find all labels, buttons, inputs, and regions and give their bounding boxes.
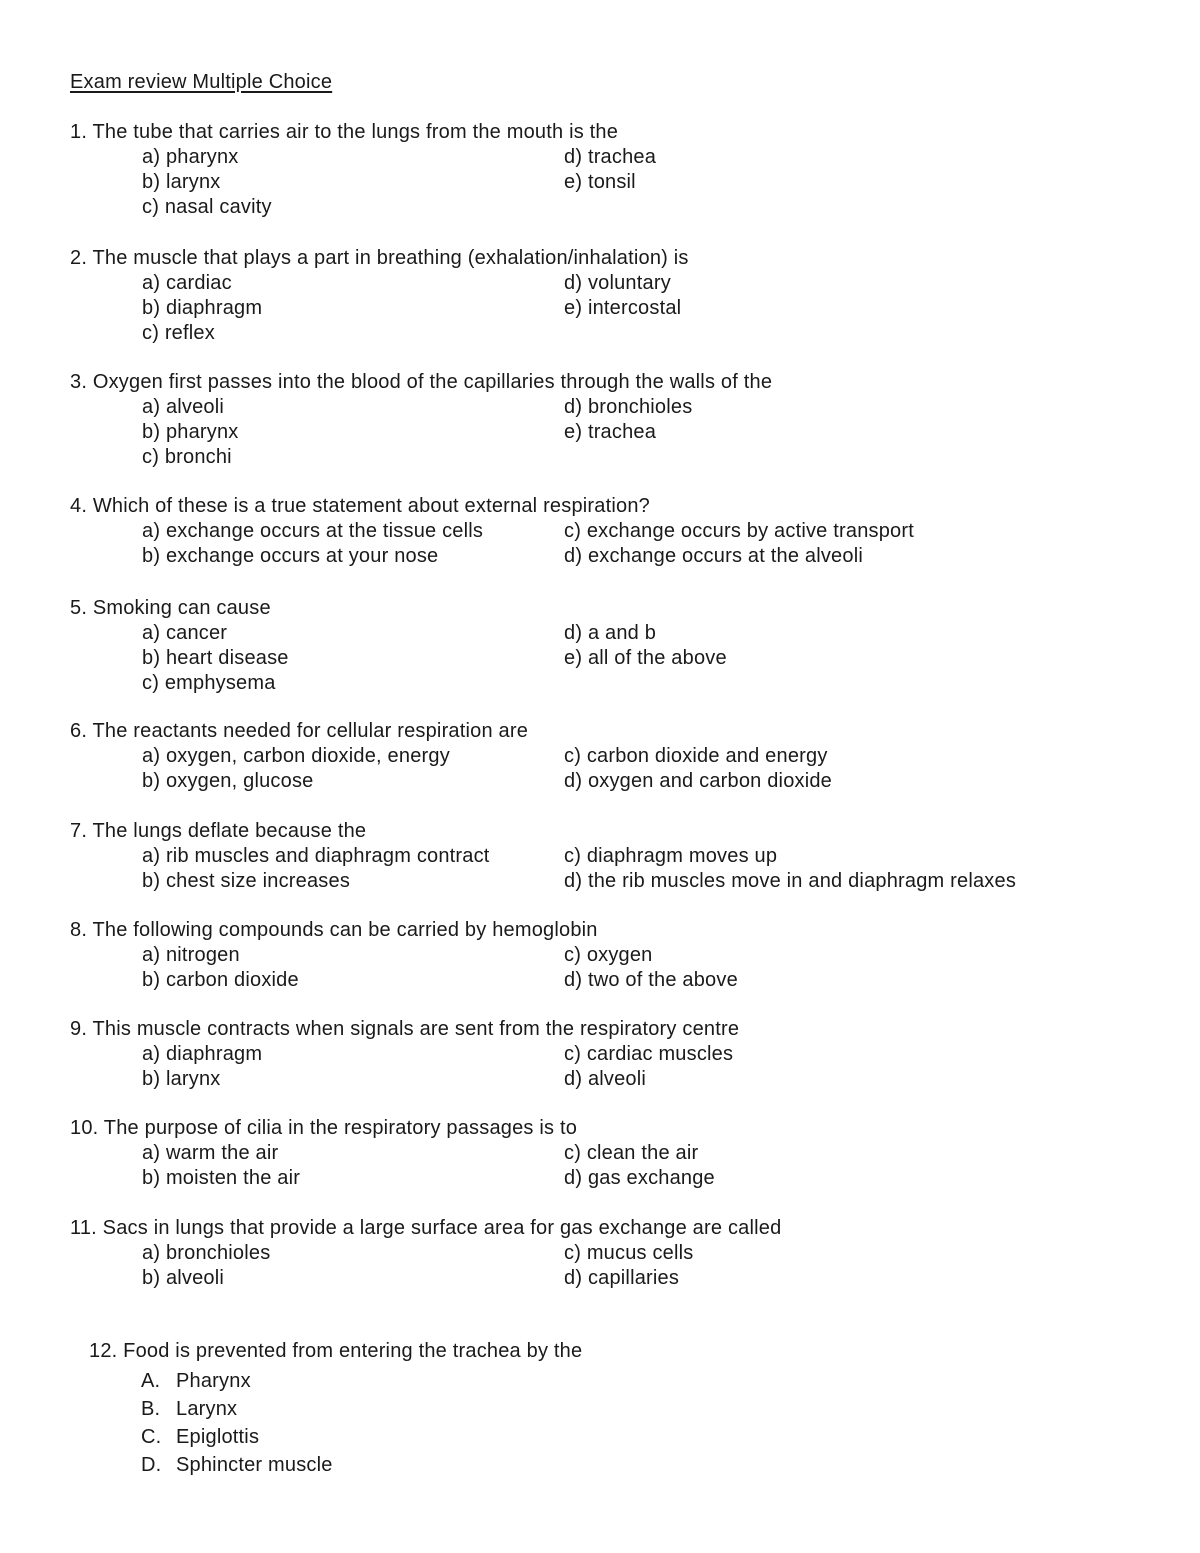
option-c: c) carbon dioxide and energy [564,745,828,767]
question-stem: 11. Sacs in lungs that provide a large surface area for gas exchange are called [70,1217,782,1239]
question-4 [70,494,1170,569]
question-stem: 1. The tube that carries air to the lungs from the mouth is the [70,121,619,143]
option-a: a) diaphragm [142,1043,263,1065]
question-stem: 10. The purpose of cilia in the respiratory passages is to [70,1117,578,1139]
option-a: a) nitrogen [142,944,240,966]
option-b: b) chest size increases [142,870,351,892]
option-c [141,1423,259,1451]
option-text: Epiglottis [176,1426,260,1448]
option-a: a) cancer [142,622,228,644]
option-b [141,1395,237,1423]
question-stem: 2. The muscle that plays a part in breathing (exhalation/inhalation) is [70,247,689,269]
answer-options [70,744,1170,794]
option-c: c) oxygen [564,944,653,966]
answer-options [70,1042,1170,1092]
option-a: a) alveoli [142,396,225,418]
option-c: c) nasal cavity [142,196,272,218]
question-8 [70,918,1170,993]
option-a: a) pharynx [142,146,239,168]
option-letter: B. [141,1398,161,1420]
option-c: c) reflex [142,322,215,344]
option-a: a) cardiac [142,272,232,294]
option-b: b) larynx [142,1068,221,1090]
option-d: d) bronchioles [564,396,693,418]
option-a [141,1367,251,1395]
question-5 [70,596,1170,696]
option-b: b) heart disease [142,647,289,669]
option-letter: D. [141,1454,162,1476]
option-d [141,1451,333,1479]
option-a: a) oxygen, carbon dioxide, energy [142,745,450,767]
answer-options [70,621,1170,696]
option-b: b) larynx [142,171,221,193]
option-b: b) alveoli [142,1267,225,1289]
option-d: d) voluntary [564,272,671,294]
answer-options [89,1364,1089,1479]
option-d: d) the rib muscles move in and diaphragm relaxes [564,870,1017,892]
answer-options [70,1241,1170,1291]
answer-options [70,271,1170,346]
option-b: b) carbon dioxide [142,969,299,991]
option-text: Pharynx [176,1370,251,1392]
question-6 [70,719,1170,794]
question-10 [70,1116,1170,1191]
option-e: e) intercostal [564,297,682,319]
question-stem: 12. Food is prevented from entering the trachea by the [89,1340,583,1362]
answer-options [70,145,1170,220]
option-d: d) a and b [564,622,657,644]
option-text: Sphincter muscle [176,1454,333,1476]
question-3 [70,370,1170,470]
option-a: a) warm the air [142,1142,279,1164]
option-d: d) two of the above [564,969,738,991]
option-d: d) gas exchange [564,1167,715,1189]
answer-options [70,1141,1170,1191]
question-stem: 7. The lungs deflate because the [70,820,367,842]
option-letter: A. [141,1370,161,1392]
option-d: d) oxygen and carbon dioxide [564,770,833,792]
option-c: c) clean the air [564,1142,699,1164]
question-12 [89,1339,1089,1479]
answer-options [70,943,1170,993]
answer-options [70,395,1170,470]
option-d: d) capillaries [564,1267,680,1289]
option-c: c) emphysema [142,672,276,694]
option-c: c) bronchi [142,446,232,468]
option-d: d) alveoli [564,1068,647,1090]
question-stem: 8. The following compounds can be carried by hemoglobin [70,919,598,941]
option-c: c) exchange occurs by active transport [564,520,914,542]
option-b: b) pharynx [142,421,239,443]
question-11 [70,1216,1170,1291]
question-stem: 9. This muscle contracts when signals are sent from the respiratory centre [70,1018,740,1040]
option-c: c) cardiac muscles [564,1043,734,1065]
page-title: Exam review Multiple Choice [70,71,333,93]
option-a: a) bronchioles [142,1242,271,1264]
option-a: a) exchange occurs at the tissue cells [142,520,484,542]
option-letter: C. [141,1426,162,1448]
option-d: d) trachea [564,146,657,168]
question-stem: 5. Smoking can cause [70,597,271,619]
option-d: d) exchange occurs at the alveoli [564,545,863,567]
option-a: a) rib muscles and diaphragm contract [142,845,490,867]
option-b: b) oxygen, glucose [142,770,314,792]
option-b: b) diaphragm [142,297,263,319]
question-stem: 3. Oxygen first passes into the blood of the capillaries through the walls of the [70,371,773,393]
option-e: e) all of the above [564,647,727,669]
option-e: e) trachea [564,421,657,443]
option-b: b) moisten the air [142,1167,301,1189]
option-b: b) exchange occurs at your nose [142,545,439,567]
question-stem: 4. Which of these is a true statement about external respiration? [70,495,650,517]
option-e: e) tonsil [564,171,636,193]
question-1 [70,120,1170,220]
answer-options [70,519,1170,569]
question-stem: 6. The reactants needed for cellular respiration are [70,720,529,742]
question-2 [70,246,1170,346]
question-9 [70,1017,1170,1092]
answer-options [70,844,1170,894]
option-c: c) mucus cells [564,1242,694,1264]
option-text: Larynx [176,1398,238,1420]
option-c: c) diaphragm moves up [564,845,778,867]
question-7 [70,819,1170,894]
